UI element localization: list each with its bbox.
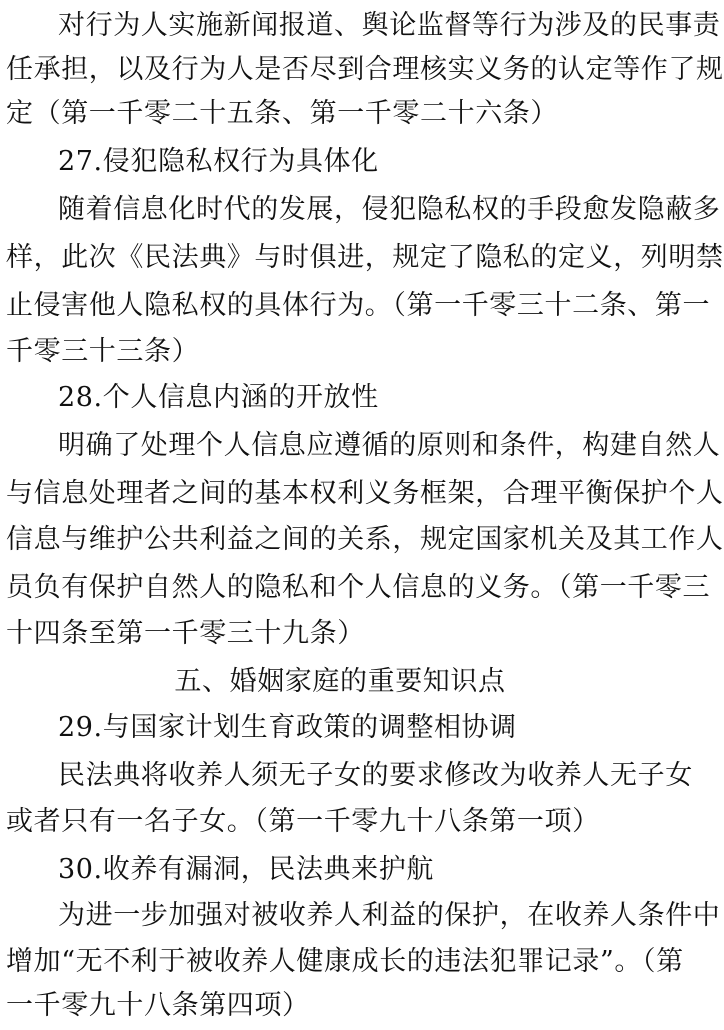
- paragraph-line: 千零三十三条）: [6, 336, 200, 367]
- paragraph-line: 为进一步加强对被收养人利益的保护，在收养人条件中: [58, 900, 721, 931]
- paragraph-line: 与信息处理者之间的基本权利义务框架，合理平衡保护个人: [6, 478, 724, 509]
- paragraph-line: 或者只有一名子女。（第一千零九十八条第一项）: [6, 806, 600, 837]
- section-heading: 29.与国家计划生育政策的调整相协调: [58, 712, 517, 743]
- paragraph-line: 样，此次《民法典》与时俱进，规定了隐私的定义，列明禁: [6, 242, 724, 273]
- paragraph-line: 一千零九十八条第四项）: [6, 990, 310, 1021]
- paragraph-line: 任承担，以及行为人是否尽到合理核实义务的认定等作了规: [6, 54, 724, 85]
- paragraph-line: 随着信息化时代的发展，侵犯隐私权的手段愈发隐蔽多: [58, 194, 721, 225]
- paragraph-line: 止侵害他人隐私权的具体行为。（第一千零三十二条、第一: [6, 290, 711, 321]
- section-heading: 27.侵犯隐私权行为具体化: [58, 146, 379, 177]
- paragraph-line: 十四条至第一千零三十九条）: [6, 618, 365, 649]
- paragraph-line: 员负有保护自然人的隐私和个人信息的义务。（第一千零三: [6, 572, 711, 603]
- section-heading: 28.个人信息内涵的开放性: [58, 382, 379, 413]
- paragraph-line: 信息与维护公共利益之间的关系，规定国家机关及其工作人: [6, 524, 724, 555]
- paragraph-line: 对行为人实施新闻报道、舆论监督等行为涉及的民事责: [58, 10, 721, 41]
- section-heading: 30.收养有漏洞，民法典来护航: [58, 854, 434, 885]
- chapter-heading: 五、婚姻家庭的重要知识点: [174, 666, 506, 697]
- paragraph-line: 明确了处理个人信息应遵循的原则和条件，构建自然人: [58, 430, 721, 461]
- paragraph-line: 民法典将收养人须无子女的要求修改为收养人无子女: [58, 760, 693, 791]
- paragraph-line: 定（第一千零二十五条、第一千零二十六条）: [6, 98, 558, 129]
- paragraph-line: 增加“无不利于被收养人健康成长的违法犯罪记录”。（第: [6, 946, 684, 977]
